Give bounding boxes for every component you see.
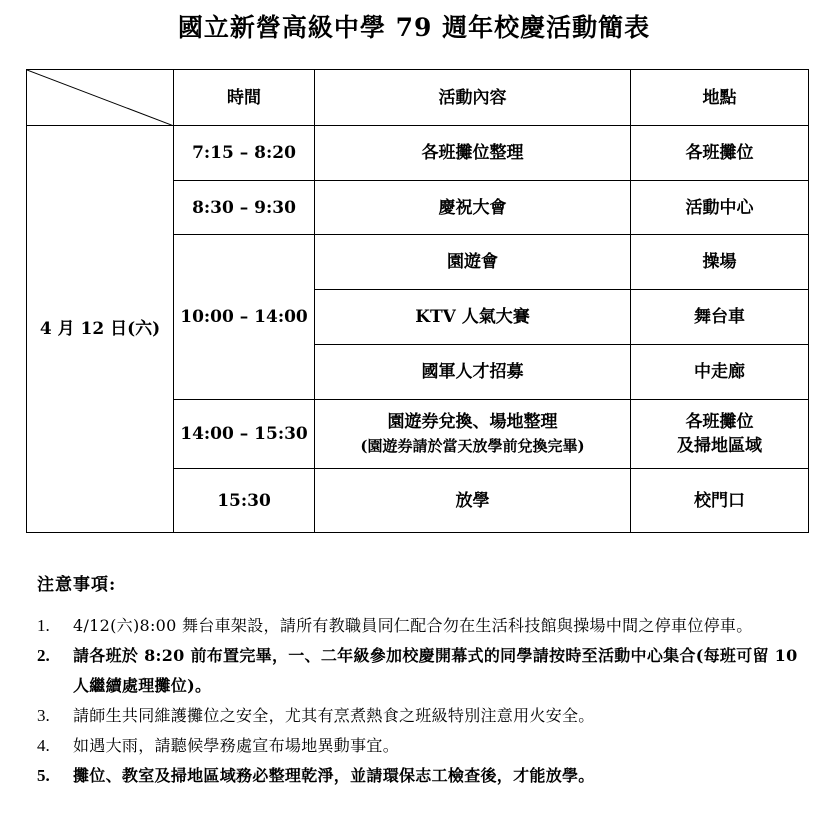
location-cell: 各班攤位	[631, 126, 809, 181]
header-time: 時間	[174, 70, 315, 126]
location-cell: 舞台車	[631, 290, 809, 345]
location-cell: 活動中心	[631, 181, 809, 235]
activity-cell	[315, 400, 631, 469]
activity-cell: 放學	[315, 469, 631, 533]
header-activity: 活動內容	[315, 70, 631, 126]
time-cell: 8:30 – 9:30	[174, 181, 315, 235]
location-line-2: 及掃地區域	[677, 436, 762, 456]
diagonal-line	[27, 70, 174, 126]
activity-cell: KTV 人氣大賽	[315, 290, 631, 345]
time-cell: 7:15 – 8:20	[174, 126, 315, 181]
diagonal-header-cell	[27, 70, 174, 126]
note-item	[37, 701, 812, 731]
note-text: 請各班於 8:20 前布置完畢，一、二年級參加校慶開幕式的同學請按時至活動中心集合(每班可留 10 人繼續處理攤位)。	[73, 646, 798, 695]
note-text: 請師生共同維護攤位之安全，尤其有烹煮熱食之班級特別注意用火安全。	[73, 706, 595, 725]
location-cell: 操場	[631, 235, 809, 290]
location-cell: 中走廊	[631, 345, 809, 400]
note-text: 攤位、教室及掃地區域務必整理乾淨，並請環保志工檢查後，才能放學。	[73, 766, 595, 785]
page-title: 國立新營高級中學 79 週年校慶活動簡表	[177, 13, 651, 42]
activity-cell: 國軍人才招募	[315, 345, 631, 400]
time-cell: 10:00 – 14:00	[174, 235, 315, 400]
note-item	[37, 761, 812, 791]
time-cell: 15:30	[174, 469, 315, 533]
table-row	[27, 126, 809, 181]
date-cell: 4 月 12 日(六)	[27, 126, 174, 533]
location-cell: 校門口	[631, 469, 809, 533]
note-text: 如遇大雨，請聽候學務處宣布場地異動事宜。	[73, 736, 400, 755]
location-cell	[631, 400, 809, 469]
activity-cell: 園遊會	[315, 235, 631, 290]
activity-cell: 各班攤位整理	[315, 126, 631, 181]
note-item	[37, 641, 812, 701]
activity-line: 園遊券兌換、場地整理	[387, 412, 558, 432]
note-text: 4/12(六)8:00 舞台車架設，請所有教職員同仁配合勿在生活科技館與操場中間之停車位停車。	[73, 616, 753, 635]
location-line: 各班攤位	[685, 412, 754, 432]
notes-heading: 注意事項:	[37, 575, 117, 595]
activity-cell: 慶祝大會	[315, 181, 631, 235]
note-number: 4.	[37, 736, 50, 755]
table-header-row	[27, 70, 809, 126]
note-number: 3.	[37, 706, 50, 725]
header-location: 地點	[631, 70, 809, 126]
activity-note: (園遊券請於當天放學前兌換完畢)	[360, 437, 585, 455]
notes-section	[37, 570, 812, 791]
time-cell: 14:00 – 15:30	[174, 400, 315, 469]
notes-list	[37, 611, 812, 791]
note-number: 2.	[37, 646, 50, 665]
schedule-table	[26, 69, 809, 533]
note-item	[37, 611, 812, 641]
note-item	[37, 731, 812, 761]
note-number: 1.	[37, 616, 50, 635]
note-number: 5.	[37, 766, 50, 785]
